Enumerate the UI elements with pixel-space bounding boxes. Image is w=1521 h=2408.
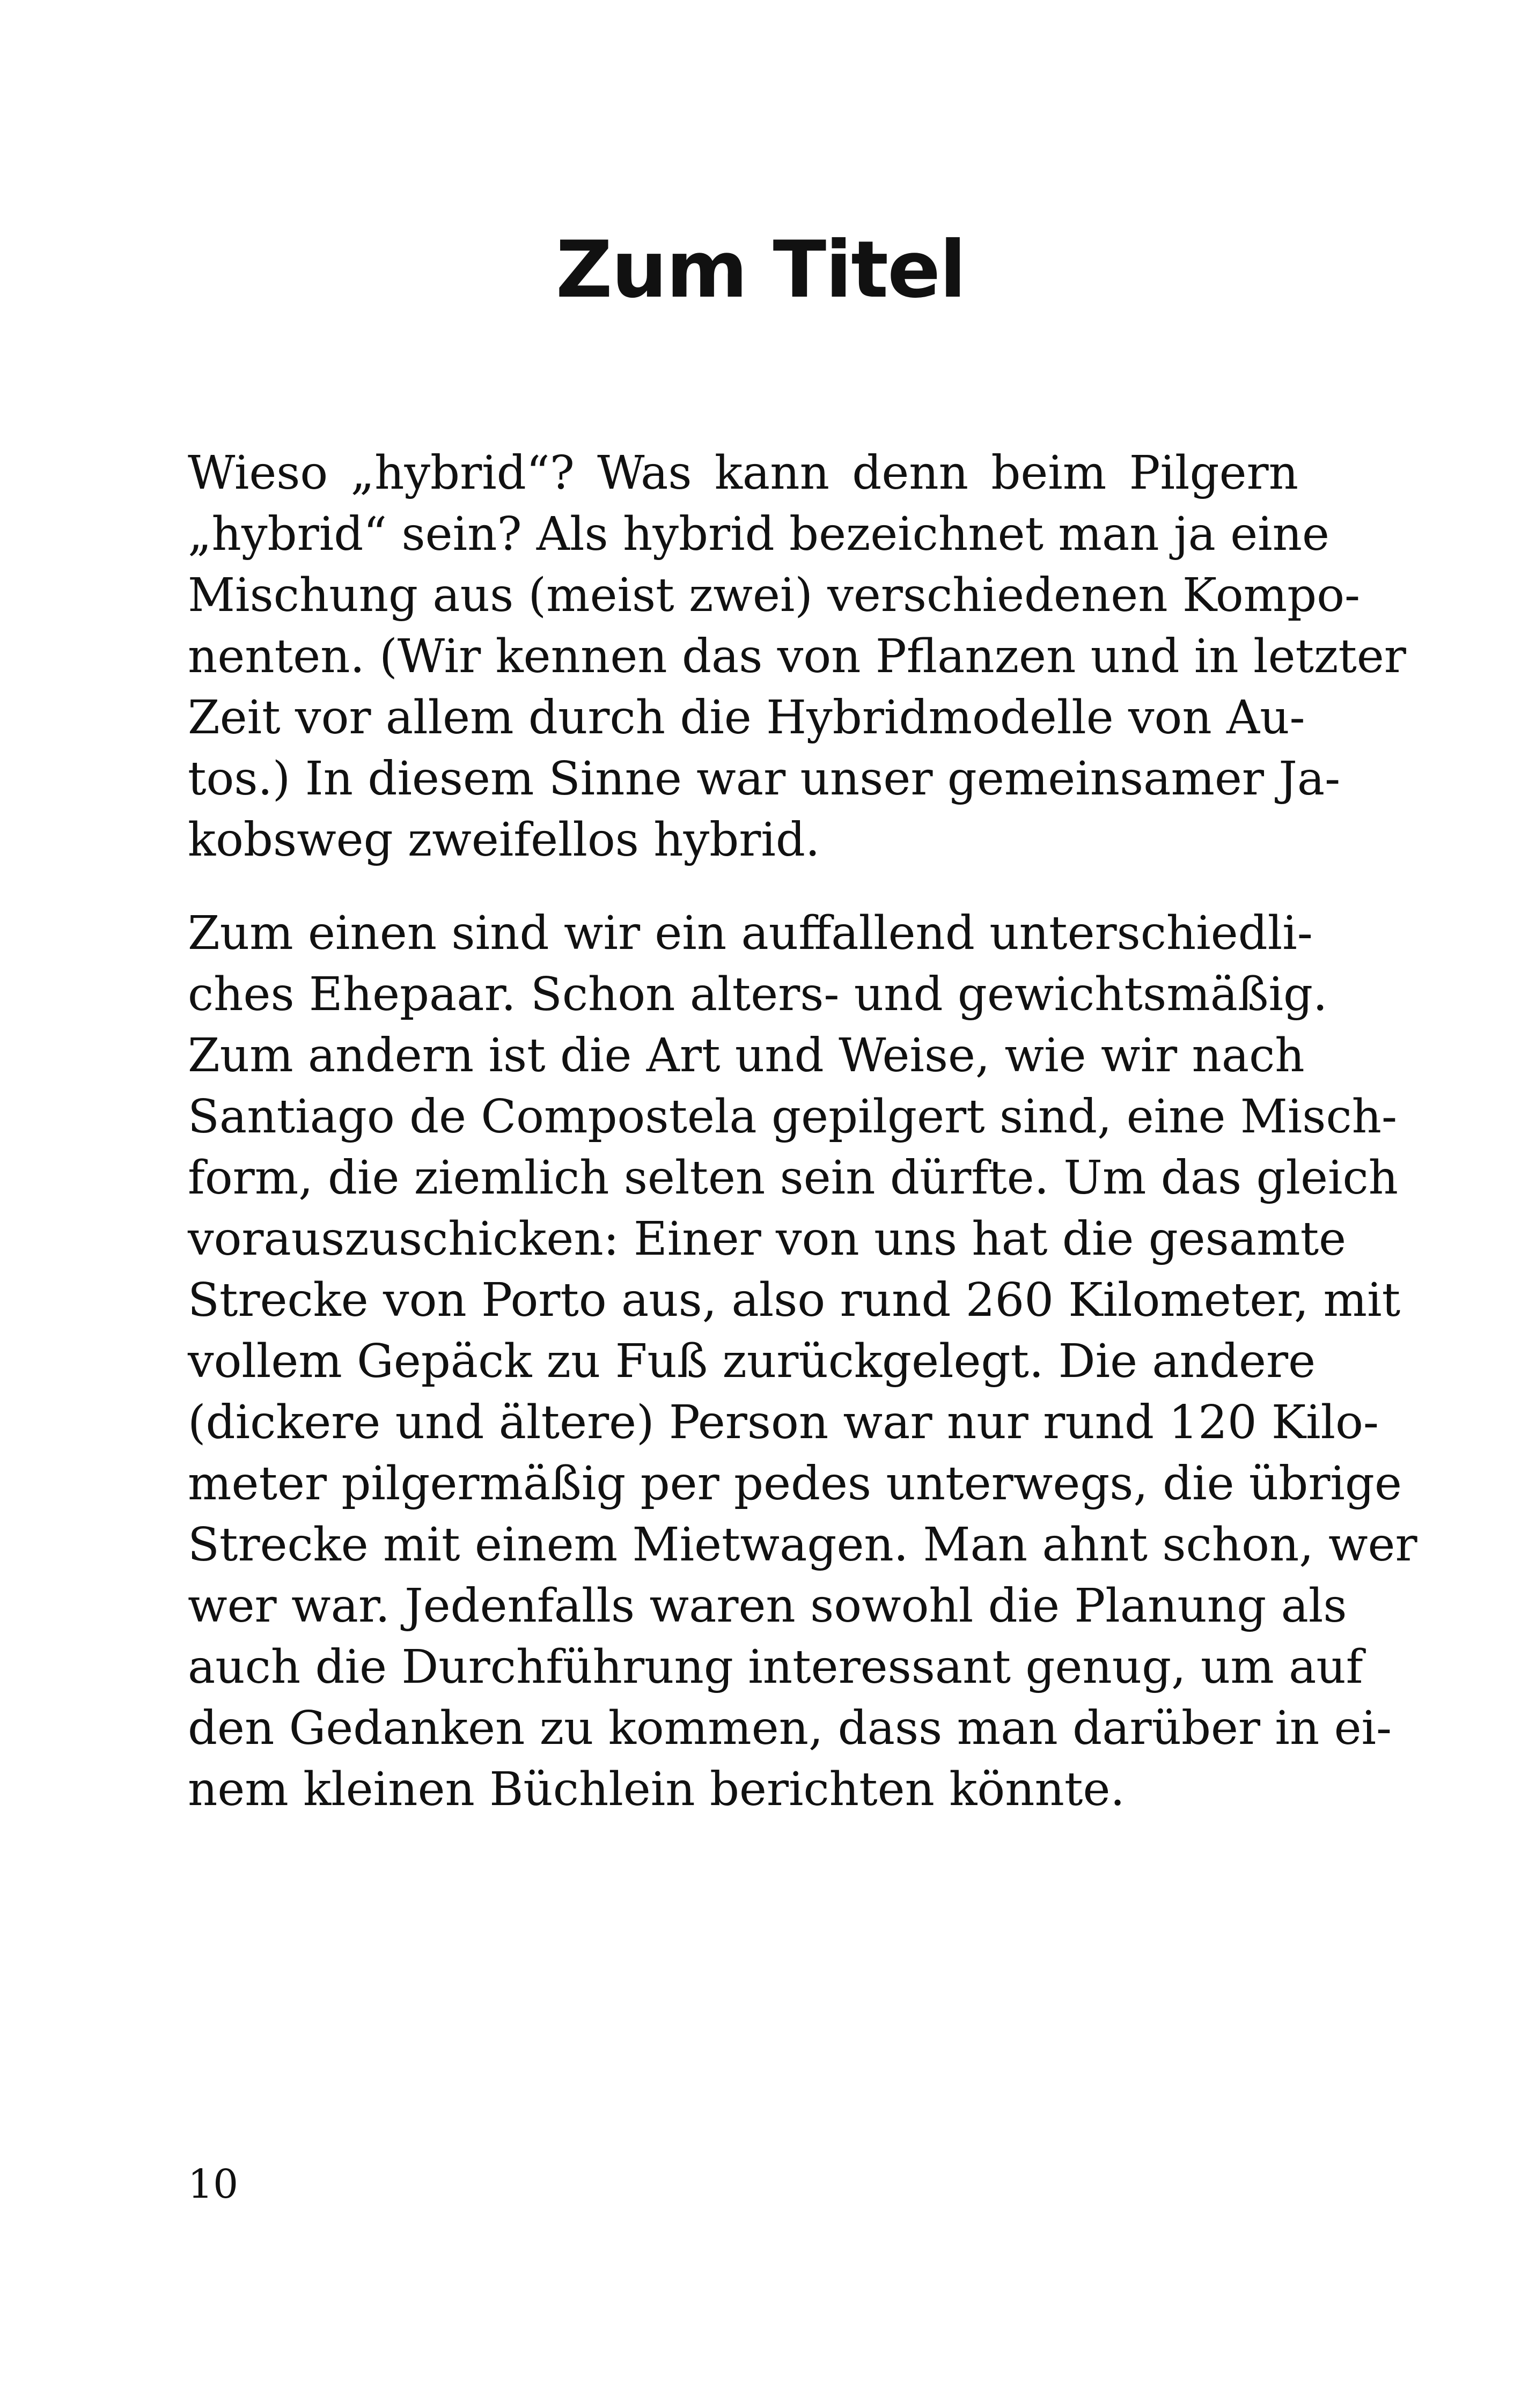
text-line: tos.) In diesem Sinne war unser gemeinsamer Ja- [188, 752, 1341, 806]
text-line: Zum andern ist die Art und Weise, wie wir nach [188, 1029, 1305, 1083]
text-line: meter pilgermäßig per pedes unterwegs, die übrige [188, 1457, 1402, 1511]
page-title: Zum Titel [555, 224, 966, 315]
text-line: (dickere und ältere) Person war nur rund 120 Kilo- [188, 1396, 1379, 1449]
text-line: „hybrid“ sein? Als hybrid bezeichnet man ja eine [188, 507, 1329, 561]
text-line: Wieso „hybrid“? Was kann denn beim Pilgern [188, 446, 1298, 500]
text-line: nenten. (Wir kennen das von Pflanzen und in letzter [188, 630, 1406, 683]
text-line: wer war. Jedenfalls waren sowohl die Planung als [188, 1579, 1347, 1633]
body-text [188, 443, 1417, 1820]
page-number: 10 [188, 2161, 239, 2207]
text-line: vollem Gepäck zu Fuß zurückgelegt. Die andere [188, 1335, 1316, 1388]
text-line: ches Ehepaar. Schon alters- und gewichtsmäßig. [188, 968, 1328, 1021]
text-line: form, die ziemlich selten sein dürfte. Um das gleich [188, 1151, 1399, 1205]
text-line: Mischung aus (meist zwei) verschiedenen Kompo- [188, 569, 1361, 622]
text-line: Zeit vor allem durch die Hybridmodelle von Au- [188, 691, 1305, 745]
text-line: nem kleinen Büchlein berichten könnte. [188, 1763, 1125, 1816]
text-line: Santiago de Compostela gepilgert sind, eine Misch- [188, 1090, 1398, 1144]
text-line: Strecke mit einem Mietwagen. Man ahnt schon, wer [188, 1518, 1417, 1572]
paragraph-1 [188, 443, 1406, 871]
paragraph-2 [188, 903, 1417, 1820]
text-line: vorauszuschicken: Einer von uns hat die gesamte [188, 1212, 1347, 1266]
paragraph-spacer [188, 871, 1298, 903]
text-line: den Gedanken zu kommen, dass man darüber in ei- [188, 1702, 1392, 1755]
text-line: Zum einen sind wir ein auffallend unterschiedli- [188, 907, 1313, 960]
text-line: kobsweg zweifellos hybrid. [188, 813, 820, 867]
text-line: Strecke von Porto aus, also rund 260 Kilometer, mit [188, 1273, 1401, 1327]
text-line: auch die Durchführung interessant genug, um auf [188, 1640, 1363, 1694]
